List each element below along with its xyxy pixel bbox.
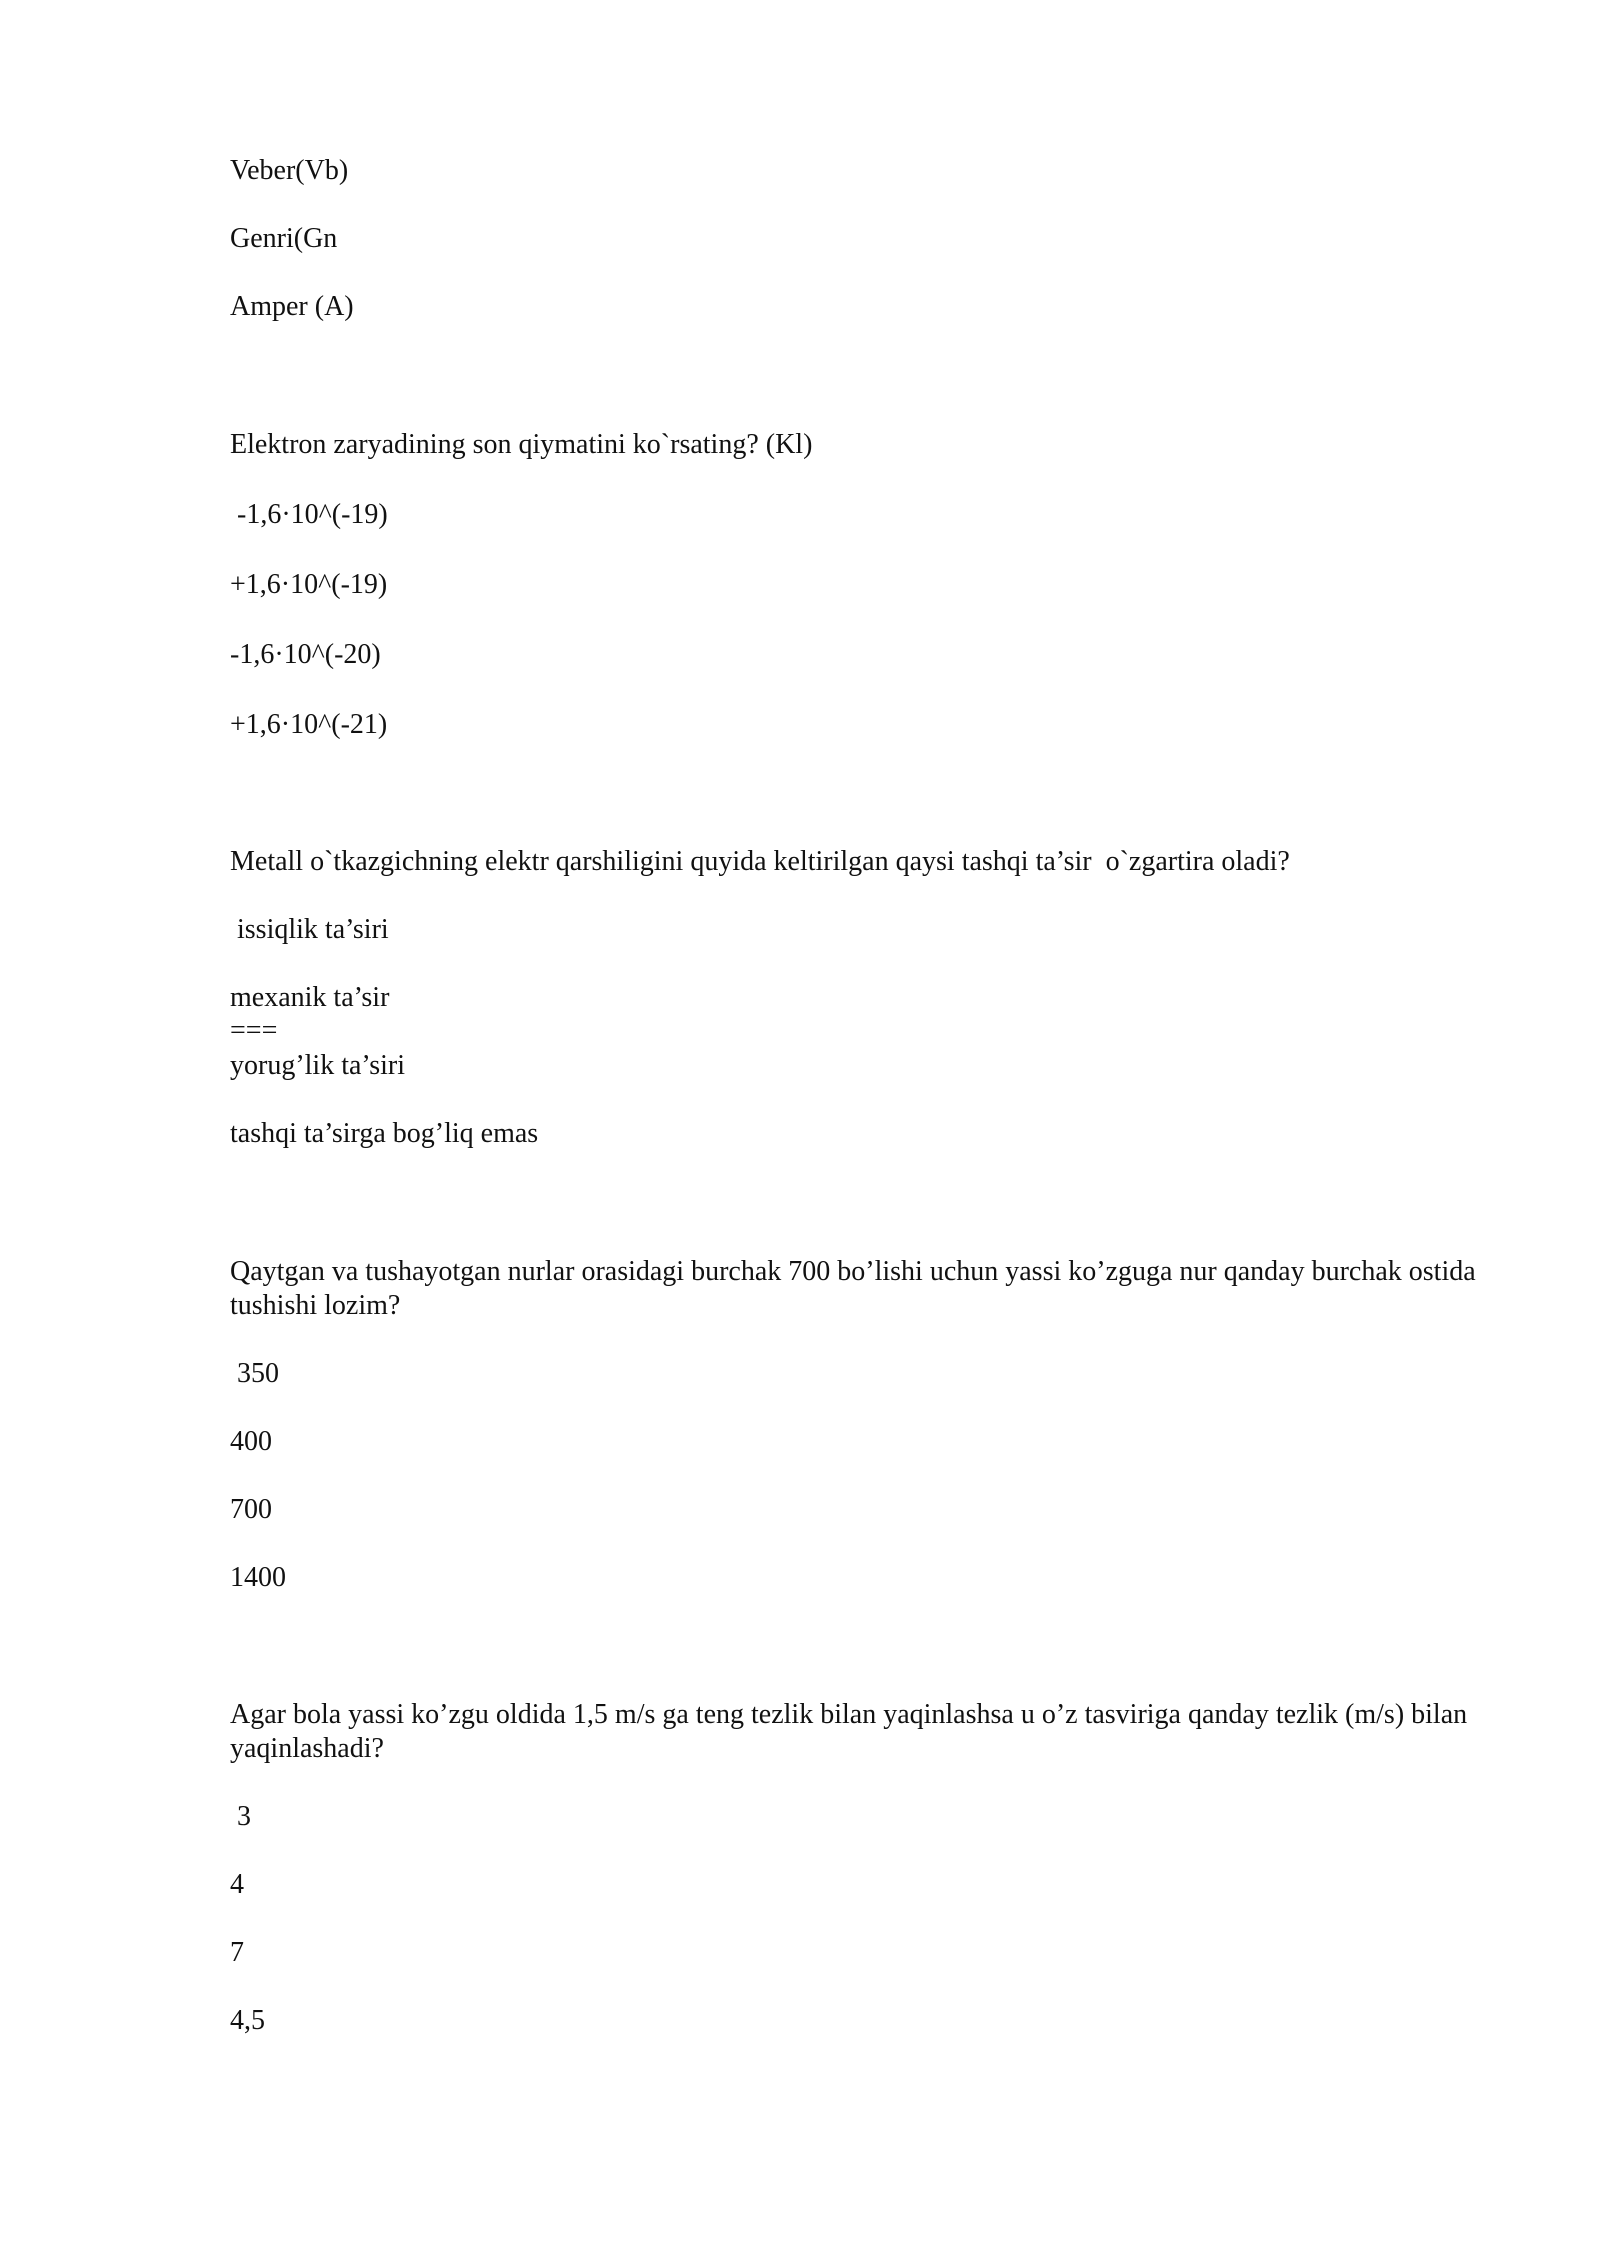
answer-option: Amper (A) (230, 291, 354, 322)
option-separator: === (230, 1015, 278, 1046)
answer-option: 7 (230, 1937, 244, 1968)
answer-option: 4 (230, 1869, 244, 1900)
question-text: Agar bola yassi ko’zgu oldida 1,5 m/s ga teng tezlik bilan yaqinlashsa u o’z tasviriga qanday tezlik (m/s) bilan yaqinlashadi? (230, 1699, 1468, 1764)
question-text: Elektron zaryadining son qiymatini ko`rsating? (Kl) (230, 429, 813, 460)
answer-option: 1400 (230, 1562, 286, 1593)
answer-option: Genri(Gn (230, 223, 338, 254)
answer-option: +1,6·10^(-21) (230, 709, 388, 740)
answer-option: 4,5 (230, 2005, 265, 2036)
answer-option: 700 (230, 1494, 272, 1525)
answer-option: mexanik ta’sir (230, 982, 390, 1013)
answer-option: +1,6·10^(-19) (230, 569, 388, 600)
answer-option: 3 (230, 1801, 251, 1832)
question-text: Qaytgan va tushayotgan nurlar orasidagi burchak 700 bo’lishi uchun yassi ko’zguga nur qanday burchak ostida tushishi lozim? (230, 1256, 1476, 1321)
answer-option: -1,6·10^(-19) (230, 499, 388, 530)
answer-option: yorug’lik ta’siri (230, 1050, 405, 1081)
answer-option: Veber(Vb) (230, 155, 349, 186)
answer-option: 350 (230, 1358, 279, 1389)
answer-option: 400 (230, 1426, 272, 1457)
answer-option: issiqlik ta’siri (230, 914, 389, 945)
question-text: Metall o`tkazgichning elektr qarshiligini quyida keltirilgan qaysi tashqi ta’sir o`zgartira oladi? (230, 846, 1290, 877)
answer-option: -1,6·10^(-20) (230, 639, 381, 670)
answer-option: tashqi ta’sirga bog’liq emas (230, 1118, 539, 1149)
